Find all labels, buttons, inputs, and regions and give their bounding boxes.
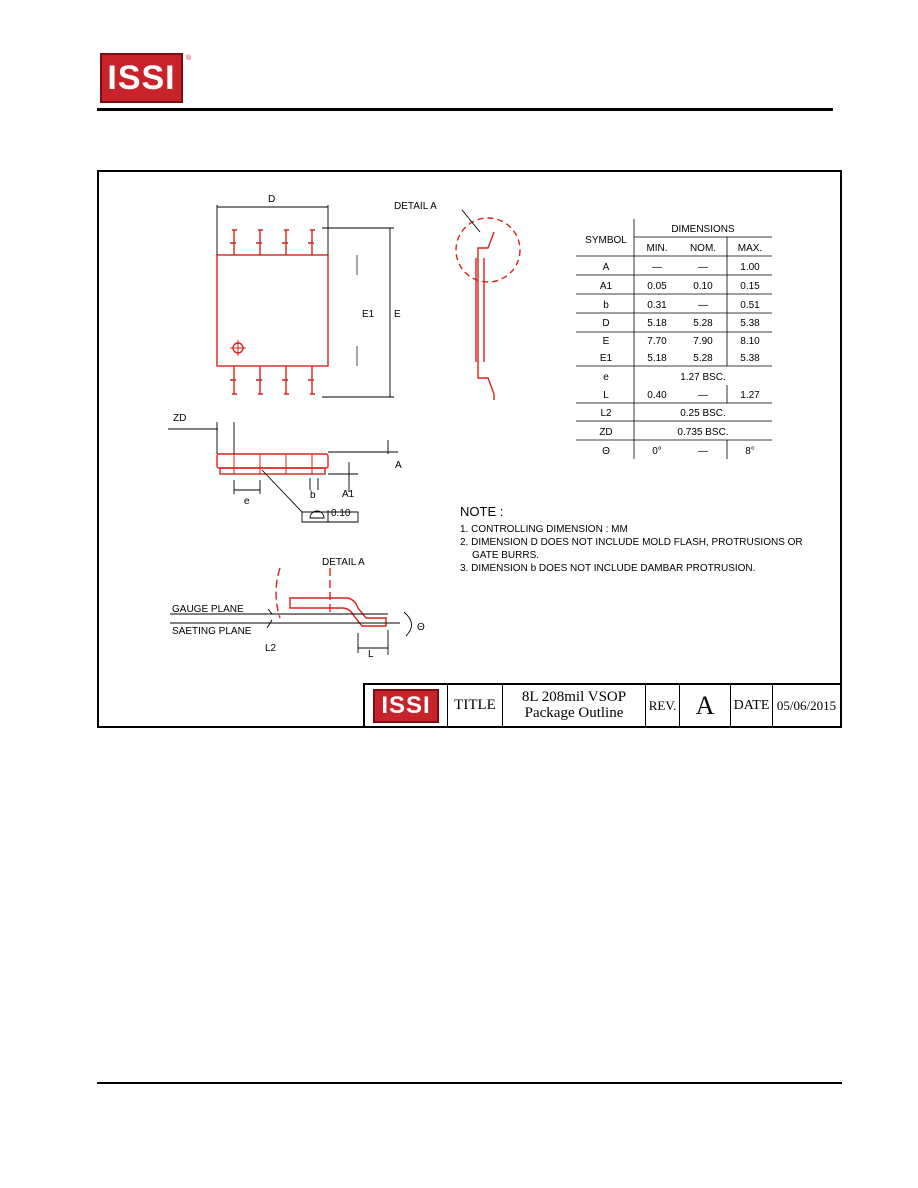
table-cell-nom: — bbox=[698, 390, 708, 401]
table-subheader: NOM. bbox=[689, 243, 717, 254]
rev-value-cell bbox=[679, 685, 730, 727]
table-cell-min: — bbox=[652, 262, 662, 273]
date-value-cell bbox=[772, 685, 840, 727]
table-cell-min: 5.18 bbox=[647, 353, 667, 364]
table-cell-symbol: E bbox=[602, 336, 610, 347]
lead-bottom-1 bbox=[230, 366, 237, 394]
table-cell-nom: — bbox=[698, 300, 708, 311]
table-cell-symbol: A bbox=[602, 262, 610, 273]
title-block bbox=[363, 683, 840, 727]
table-dimensions-header: DIMENSIONS bbox=[671, 224, 735, 235]
table-cell-max: 8° bbox=[745, 446, 755, 457]
table-cell-nom: 0.10 bbox=[693, 281, 713, 292]
table-cell-symbol: D bbox=[602, 318, 610, 329]
detail-a-circle bbox=[456, 218, 520, 282]
title-line-2: Package Outline bbox=[524, 705, 624, 721]
table-cell-symbol: E1 bbox=[599, 353, 613, 364]
table-cell-symbol: b bbox=[603, 300, 609, 311]
label-a1: A1 bbox=[342, 489, 355, 500]
table-cell-nom: 5.28 bbox=[693, 318, 713, 329]
label-l2: L2 bbox=[265, 643, 277, 654]
notes-title: NOTE : bbox=[460, 504, 504, 519]
note-line: 1. CONTROLLING DIMENSION : MM bbox=[460, 524, 628, 535]
date-value: 05/06/2015 bbox=[776, 698, 837, 714]
label-coplanarity: 0.10 bbox=[331, 508, 351, 519]
label-detail-a: DETAIL A bbox=[394, 201, 437, 212]
table-cell-max: 5.38 bbox=[740, 353, 760, 364]
label-theta: Θ bbox=[417, 622, 425, 633]
table-cell-nom: 7.90 bbox=[693, 336, 713, 347]
table-cell-min: 5.18 bbox=[647, 318, 667, 329]
table-cell-symbol: Θ bbox=[602, 446, 610, 457]
rev-label: REV. bbox=[648, 698, 677, 714]
label-e-pitch: e bbox=[244, 496, 250, 507]
label-detail-a-bottom: DETAIL A bbox=[322, 557, 365, 568]
table-cell-min: 0.40 bbox=[647, 390, 667, 401]
table-cell-max: 8.10 bbox=[740, 336, 760, 347]
lead-bottom-4 bbox=[308, 366, 315, 394]
label-seating-plane: SAETING PLANE bbox=[172, 626, 252, 637]
title-value-cell bbox=[502, 685, 645, 727]
table-cell-min: 0.31 bbox=[647, 300, 667, 311]
detail-a-body bbox=[276, 568, 330, 618]
table-cell-max: 0.15 bbox=[740, 281, 760, 292]
label-a: A bbox=[395, 460, 402, 471]
table-cell-min: 0.05 bbox=[647, 281, 667, 292]
table-cell-symbol: e bbox=[603, 372, 609, 383]
table-cell-min: 0° bbox=[652, 446, 662, 457]
label-zd: ZD bbox=[173, 413, 187, 424]
title-block-logo-text: ISSI bbox=[381, 692, 431, 720]
note-line: GATE BURRS. bbox=[472, 550, 540, 561]
rev-label-cell bbox=[645, 685, 679, 727]
title-block-logo bbox=[373, 689, 439, 723]
note-line: 3. DIMENSION b DOES NOT INCLUDE DAMBAR PROTRUSION. bbox=[460, 563, 756, 574]
front-view-leads bbox=[220, 468, 325, 474]
table-cell-max: 1.00 bbox=[740, 262, 760, 273]
table-cell-max: 0.51 bbox=[740, 300, 760, 311]
title-block-logo-cell bbox=[365, 685, 447, 727]
label-l: L bbox=[368, 649, 374, 660]
label-e: E bbox=[394, 309, 401, 320]
lead-top-4 bbox=[308, 230, 315, 255]
table-cell-max: 5.38 bbox=[740, 318, 760, 329]
date-label: DATE bbox=[733, 697, 770, 713]
side-view-body bbox=[476, 258, 484, 362]
table-cell-nom: — bbox=[698, 262, 708, 273]
label-d: D bbox=[268, 194, 276, 205]
footer-rule bbox=[97, 1082, 842, 1084]
table-cell-max: 1.27 bbox=[740, 390, 760, 401]
label-gauge-plane: GAUGE PLANE bbox=[172, 604, 244, 615]
title-line-1: 8L 208mil VSOP bbox=[521, 689, 627, 706]
table-cell-min: 7.70 bbox=[647, 336, 667, 347]
title-label-cell bbox=[447, 685, 502, 727]
lead-top-3 bbox=[282, 230, 289, 255]
lead-bottom-2 bbox=[256, 366, 263, 394]
table-cell-span: 0.735 BSC. bbox=[677, 427, 729, 438]
table-symbol-header: SYMBOL bbox=[585, 235, 627, 246]
table-cell-nom: 5.28 bbox=[693, 353, 713, 364]
logo-text: ISSI bbox=[107, 58, 176, 97]
table-subheader: MAX. bbox=[737, 243, 763, 254]
lead-bottom-3 bbox=[282, 366, 289, 394]
table-subheader: MIN. bbox=[646, 243, 668, 254]
date-label-cell bbox=[730, 685, 772, 727]
title-label: TITLE bbox=[454, 697, 496, 714]
side-view-lead bbox=[478, 232, 494, 400]
table-cell-symbol: ZD bbox=[599, 427, 613, 438]
detail-a-lead bbox=[290, 598, 386, 626]
table-cell-span: 1.27 BSC. bbox=[680, 372, 726, 383]
rev-value: A bbox=[695, 691, 715, 721]
lead-top-2 bbox=[256, 230, 263, 255]
note-line: 2. DIMENSION D DOES NOT INCLUDE MOLD FLASH, PROTRUSIONS OR bbox=[460, 537, 803, 548]
label-e1: E1 bbox=[362, 309, 375, 320]
table-cell-nom: — bbox=[698, 446, 708, 457]
registered-mark: ® bbox=[186, 55, 192, 62]
table-cell-symbol: L bbox=[603, 390, 609, 401]
table-cell-span: 0.25 BSC. bbox=[680, 408, 726, 419]
table-cell-symbol: A1 bbox=[599, 281, 613, 292]
notes-block bbox=[460, 505, 832, 575]
lead-top-1 bbox=[230, 230, 237, 255]
table-cell-symbol: L2 bbox=[600, 408, 612, 419]
label-b: b bbox=[310, 490, 316, 501]
